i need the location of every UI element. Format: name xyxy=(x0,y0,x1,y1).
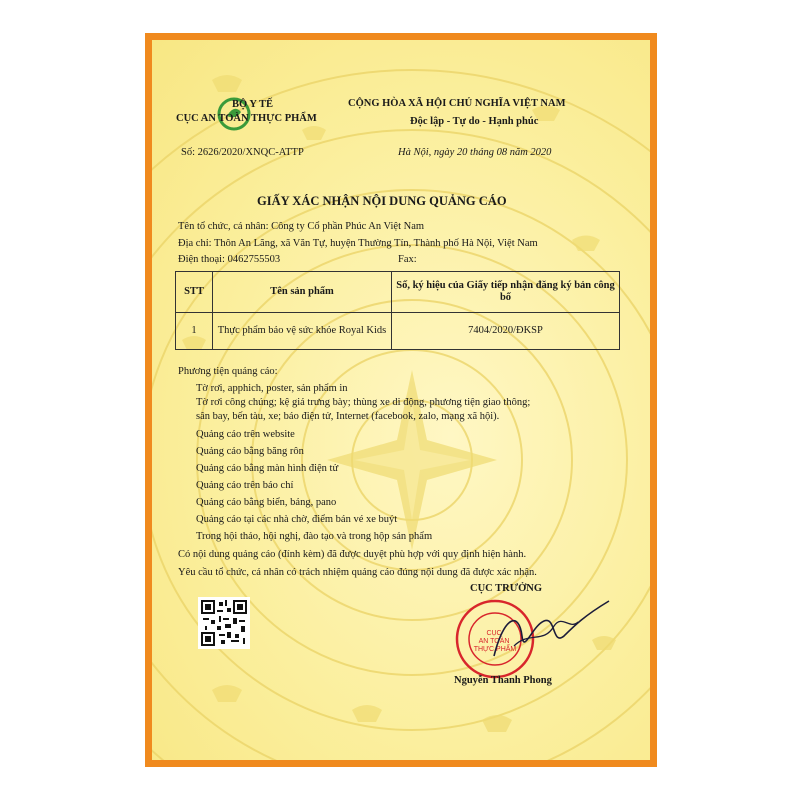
media-item: Tờ rơi công chúng; kệ giá trưng bày; thùng xe di động, phương tiện giao thông; xyxy=(196,397,531,408)
document-number: Số: 2626/2020/XNQC-ATTP xyxy=(181,147,304,158)
header-product: Tên sản phẩm xyxy=(213,272,392,313)
media-item: Quảng cáo bằng băng rôn xyxy=(196,446,304,457)
signer-name: Nguyễn Thanh Phong xyxy=(454,675,552,686)
header-code: Số, ký hiệu của Giấy tiếp nhận đăng ký bản công bố xyxy=(392,272,620,313)
media-item: Quảng cáo trên báo chí xyxy=(196,480,294,491)
cell-code: 7404/2020/ĐKSP xyxy=(392,313,620,350)
media-item: Quảng cáo trên website xyxy=(196,429,295,440)
signer-role: CỤC TRƯỞNG xyxy=(470,583,543,594)
table-row xyxy=(176,313,620,350)
ministry-name: BỘ Y TẾ xyxy=(232,99,274,110)
media-item: Trong hội thảo, hội nghị, đào tạo và trong hộp sản phẩm xyxy=(196,531,433,542)
org-value: Công ty Cổ phần Phúc An Việt Nam xyxy=(271,221,425,232)
stamp-text: CỤC AN TOÀN THỰC PHẨM xyxy=(473,630,517,653)
phone-label: Điện thoại: xyxy=(178,254,225,265)
media-item: Quảng cáo bằng màn hình điện tử xyxy=(196,463,339,474)
media-item: Quảng cáo bằng biển, bảng, pano xyxy=(196,497,337,508)
responsibility-note: Yêu cầu tổ chức, cá nhân có trách nhiệm quảng cáo đúng nội dung đã được xác nhận. xyxy=(178,567,537,578)
place-and-date: Hà Nội, ngày 20 tháng 08 năm 2020 xyxy=(398,147,552,158)
fax-label: Fax: xyxy=(398,254,417,265)
approval-note: Có nội dung quảng cáo (đính kèm) đã được duyệt phù hợp với quy định hiện hành. xyxy=(178,549,527,560)
qr-code-icon xyxy=(201,600,247,646)
org-label: Tên tổ chức, cá nhân: xyxy=(178,221,269,232)
address-row xyxy=(178,237,538,250)
org-row xyxy=(178,220,424,233)
media-item: Quảng cáo tại các nhà chờ, điểm bán vé xe buýt xyxy=(196,514,398,525)
cell-product: Thực phẩm bảo vệ sức khỏe Royal Kids xyxy=(213,313,392,350)
certificate-paper xyxy=(152,40,650,760)
document-title: GIẤY XÁC NHẬN NỘI DUNG QUẢNG CÁO xyxy=(257,194,507,208)
header-stt: STT xyxy=(176,272,213,313)
country-name: CỘNG HÒA XÃ HỘI CHỦ NGHĨA VIỆT NAM xyxy=(348,98,566,109)
national-motto: Độc lập - Tự do - Hạnh phúc xyxy=(410,116,539,127)
department-name: CỤC AN TOÀN THỰC PHẨM xyxy=(176,113,317,124)
media-item: Tờ rơi, apphich, poster, sản phẩm in xyxy=(196,383,348,394)
address-label: Địa chỉ: xyxy=(178,238,212,249)
table-header-row xyxy=(176,272,620,313)
media-item: sân bay, bến tàu, xe; báo điện tử, Internet (facebook, zalo, mạng xã hội). xyxy=(196,411,500,422)
address-value: Thôn An Lãng, xã Văn Tự, huyện Thường Tín, Thành phố Hà Nội, Việt Nam xyxy=(213,238,538,249)
phone-row xyxy=(178,253,280,266)
product-table xyxy=(175,271,620,350)
handwritten-signature xyxy=(474,596,614,668)
phone-value: 0462755503 xyxy=(227,254,281,265)
qr-code[interactable] xyxy=(198,597,250,649)
media-label: Phương tiện quảng cáo: xyxy=(178,366,278,377)
cell-stt: 1 xyxy=(176,313,213,350)
